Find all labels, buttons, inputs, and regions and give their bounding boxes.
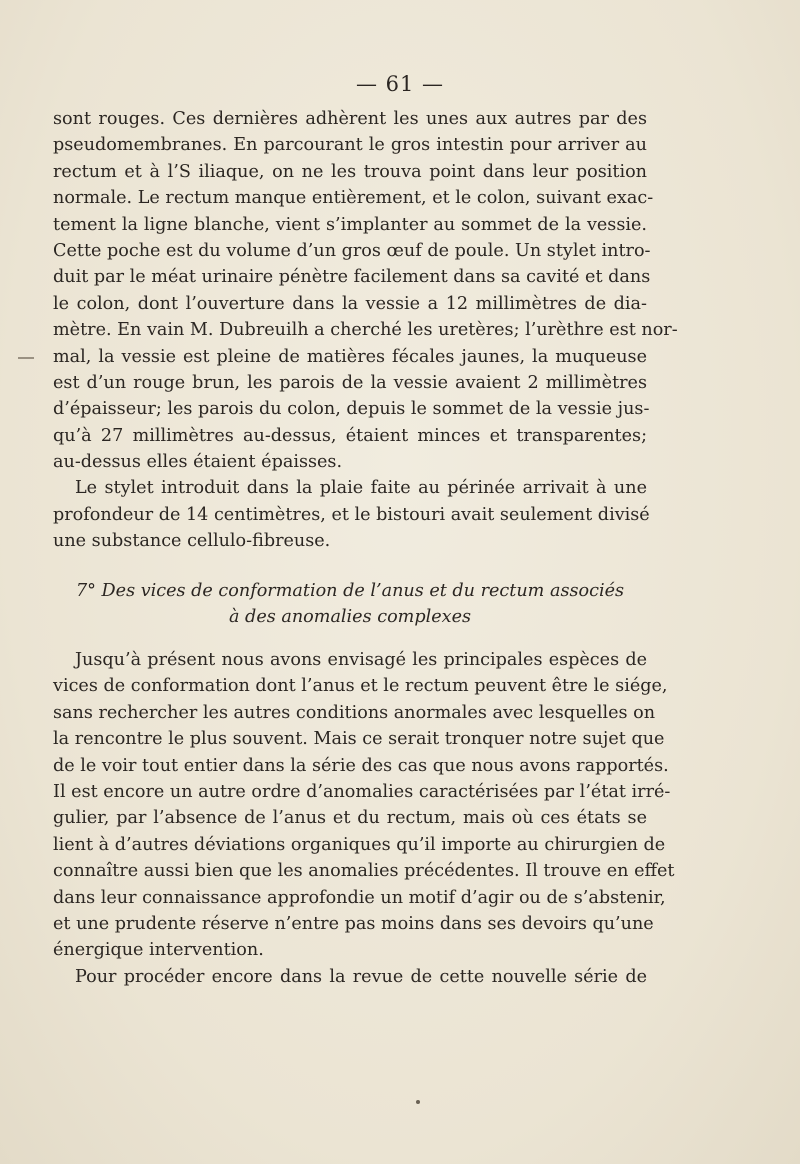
text-line: le colon, dont l’ouverture dans la vessie a 12 millimètres de dia- — [53, 293, 647, 314]
text-line: sont rouges. Ces dernières adhèrent les unes aux autres par des — [53, 109, 647, 129]
heading-line: 7° Des vices de conformation de l’anus et du rectum associés — [75, 581, 625, 601]
text-line: est d’un rouge brun, les parois de la vessie avaient 2 millimètres — [53, 372, 647, 393]
paper-speck — [416, 1100, 420, 1104]
text-line: une substance cellulo-fibreuse. — [53, 531, 331, 552]
text-line: normale. Le rectum manque entièrement, et le colon, suivant exac- — [53, 188, 654, 209]
text-line: vices de conformation dont l’anus et le rectum peuvent être le siége, — [53, 676, 668, 697]
text-line: duit par le méat urinaire pénètre facilement dans sa cavité et dans — [53, 267, 651, 288]
heading-line: à des anomalies complexes — [228, 607, 472, 628]
text-line: connaître aussi bien que les anomalies précédentes. Il trouve en effet — [53, 861, 675, 882]
text-line: de le voir tout entier dans la série des cas que nous avons rapportés. — [53, 755, 669, 776]
text-line: Pour procéder encore dans la revue de cette nouvelle série de — [75, 966, 647, 987]
margin-mark — [18, 357, 34, 359]
text-line: qu’à 27 millimètres au-dessus, étaient minces et transparentes; — [53, 425, 647, 446]
text-line: Il est encore un autre ordre d’anomalies caractérisées par l’état irré- — [53, 781, 671, 802]
text-line: Le stylet introduit dans la plaie faite au périnée arrivait à une — [75, 478, 647, 499]
text-line: mal, la vessie est pleine de matières fécales jaunes, la muqueuse — [53, 346, 647, 367]
text-line: Jusqu’à présent nous avons envisagé les principales espèces de — [75, 650, 647, 670]
text-line: lient à d’autres déviations organiques qu’il importe au chirurgien de — [53, 834, 666, 855]
text-line: au-dessus elles étaient épaisses. — [53, 452, 343, 473]
text-line: tement la ligne blanche, vient s’implanter au sommet de la vessie. — [53, 214, 647, 235]
text-line: dans leur connaissance approfondie un motif d’agir ou de s’abstenir, — [53, 887, 666, 908]
text-line: pseudomembranes. En parcourant le gros intestin pour arriver au — [53, 135, 647, 156]
text-line: et une prudente réserve n’entre pas moins dans ses devoirs qu’une — [53, 913, 654, 934]
text-line: gulier, par l’absence de l’anus et du rectum, mais où ces états se — [53, 808, 647, 829]
text-line: sans rechercher les autres conditions anormales avec lesquelles on — [53, 702, 656, 723]
text-line: Cette poche est du volume d’un gros œuf de poule. Un stylet intro- — [53, 240, 651, 261]
paragraph-3 — [53, 647, 675, 990]
page-number: — 61 — — [355, 72, 445, 96]
text-line: d’épaisseur; les parois du colon, depuis le sommet de la vessie jus- — [53, 399, 650, 420]
text-line: énergique intervention. — [53, 940, 264, 961]
text-line: profondeur de 14 centimètres, et le bistouri avait seulement divisé — [53, 504, 650, 525]
text-line: mètre. En vain M. Dubreuilh a cherché les uretères; l’urèthre est nor- — [53, 320, 678, 341]
text-line: rectum et à l’S iliaque, on ne les trouva point dans leur position — [53, 161, 647, 182]
section-heading — [53, 578, 647, 631]
text-line: la rencontre le plus souvent. Mais ce serait tronquer notre sujet que — [53, 729, 665, 750]
paragraph-1 — [53, 106, 678, 555]
